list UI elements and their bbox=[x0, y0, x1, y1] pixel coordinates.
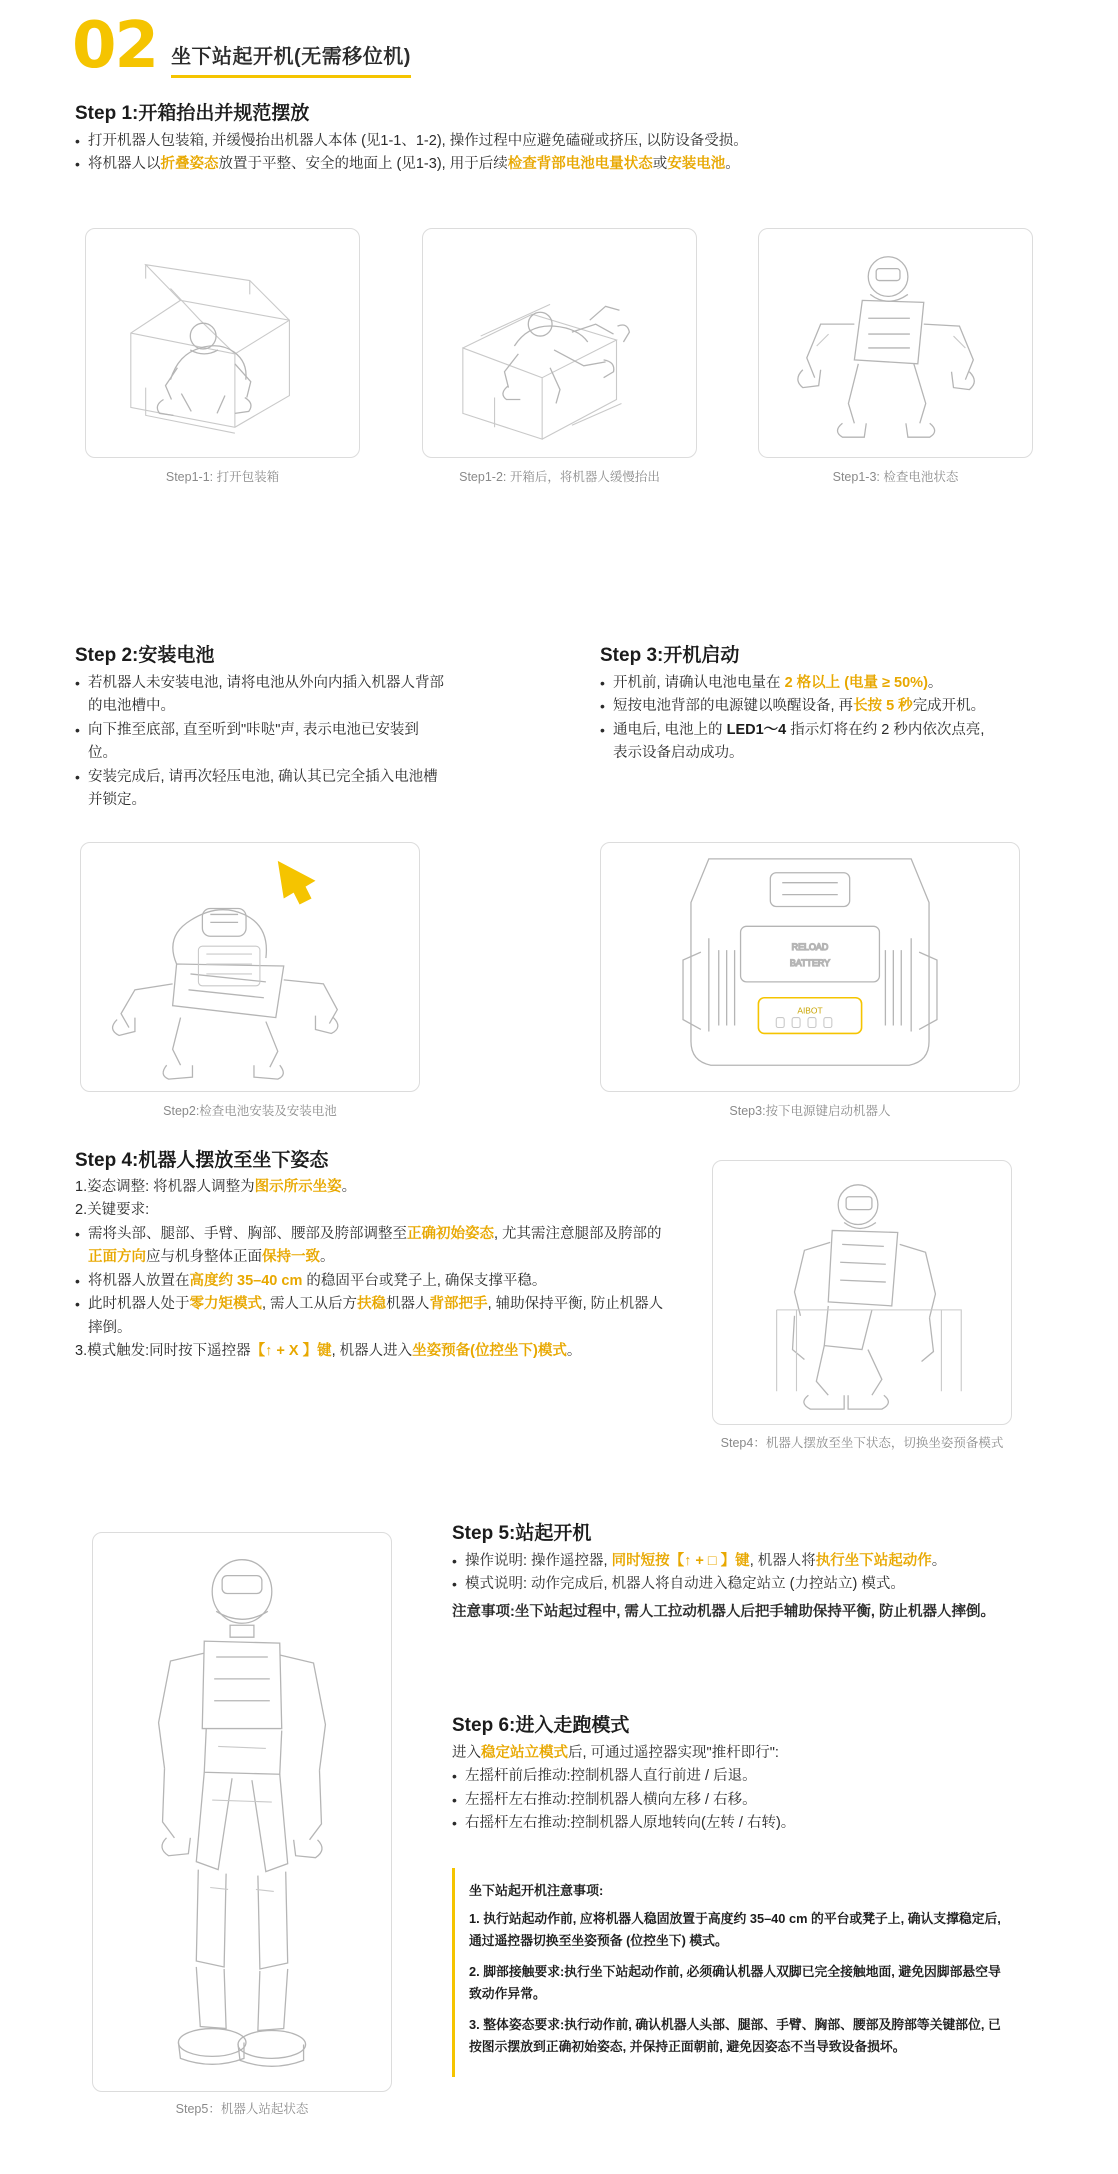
section-title: 坐下站起开机(无需移位机) bbox=[171, 40, 411, 78]
list-item: • 打开机器人包装箱, 并缓慢抬出机器人本体 (见1-1、1-2), 操作过程中应避免磕碰或挤压, 以防设备受损。 bbox=[75, 130, 1035, 153]
section-header bbox=[72, 9, 411, 83]
figure-caption: Step4：机器人摆放至坐下状态，切换坐姿预备模式 bbox=[720, 1436, 1004, 1450]
list-item: • 短按电池背部的电源键以唤醒设备, 再长按 5 秒完成开机。 bbox=[600, 695, 1000, 718]
figure-step5 bbox=[92, 1532, 392, 2092]
power-button-illustration bbox=[601, 843, 1019, 1091]
step2-title: Step 2:安装电池 bbox=[75, 645, 215, 666]
note-item: 1. 执行站起动作前, 应将机器人稳固放置于高度约 35–40 cm 的平台或凳子上, 确认支撑稳定后, 通过遥控器切换至坐姿预备 (位控坐下) 模式。 bbox=[469, 1911, 1001, 1948]
list-item: • 开机前, 请确认电池电量在 2 格以上 (电量 ≥ 50%)。 bbox=[600, 672, 1000, 695]
step6-intro: 进入稳定站立模式后, 可通过遥控器实现"推杆即行": bbox=[452, 1745, 779, 1761]
figure-caption: Step3:按下电源键启动机器人 bbox=[729, 1104, 891, 1118]
step1-bullets bbox=[75, 130, 1035, 177]
robot-in-box-illustration bbox=[86, 229, 359, 457]
step5-title: Step 5:站起开机 bbox=[452, 1523, 592, 1544]
step6-title: Step 6:进入走跑模式 bbox=[452, 1715, 630, 1736]
list-item: • 若机器人未安装电池, 请将电池从外向内插入机器人背部的电池槽中。 bbox=[75, 672, 445, 719]
step4-title: Step 4:机器人摆放至坐下姿态 bbox=[75, 1150, 329, 1171]
robot-sitting-illustration bbox=[713, 1161, 1011, 1424]
list-item: • 左摇杆左右推动:控制机器人横向左移 / 右移。 bbox=[452, 1789, 1012, 1812]
figure-caption: Step2:检查电池安装及安装电池 bbox=[163, 1104, 337, 1118]
figure-step1-1 bbox=[85, 228, 360, 458]
step4-line-2: 2.关键要求: bbox=[75, 1202, 150, 1219]
robot-standing-illustration bbox=[93, 1533, 391, 2091]
list-item: • 此时机器人处于零力矩模式, 需人工从后方扶稳机器人背部把手, 辅助保持平衡, 防止机器人摔倒。 bbox=[75, 1293, 675, 1340]
figure-caption: Step1-2: 开箱后，将机器人缓慢抬出 bbox=[459, 470, 660, 484]
step5-body bbox=[452, 1550, 1012, 1624]
figure-caption: Step5：机器人站起状态 bbox=[175, 2102, 309, 2116]
figure-step1-3 bbox=[758, 228, 1033, 458]
svg-text:BATTERY: BATTERY bbox=[789, 958, 831, 969]
section-number: 02 bbox=[72, 9, 158, 83]
figure-caption: Step1-1: 打开包装箱 bbox=[165, 470, 280, 484]
notes-title: 坐下站起开机注意事项: bbox=[469, 1883, 604, 1898]
figure-step4 bbox=[712, 1160, 1012, 1425]
svg-text:AIBOT: AIBOT bbox=[797, 1005, 823, 1016]
list-item: • 将机器人以折叠姿态放置于平整、安全的地面上 (见1-3), 用于后续检查背部电池电量状态或安装电池。 bbox=[75, 153, 1035, 176]
robot-folded-illustration bbox=[759, 229, 1032, 457]
note-item: 3. 整体姿态要求:执行动作前, 确认机器人头部、腿部、手臂、胸部、腰部及胯部等关键部位, 已按图示摆放到正确初始姿态, 并保持正面朝前, 避免因姿态不当导致设备损坏。 bbox=[469, 2017, 1001, 2054]
figure-step1-2 bbox=[422, 228, 697, 458]
step3-title: Step 3:开机启动 bbox=[600, 645, 740, 666]
note-item: 2. 脚部接触要求:执行坐下站起动作前, 必须确认机器人双脚已完全接触地面, 避免因脚部悬空导致动作异常。 bbox=[469, 1964, 1001, 2001]
step3-bullets bbox=[600, 672, 1000, 766]
step2-bullets bbox=[75, 672, 445, 813]
step6-body bbox=[452, 1742, 1012, 1836]
list-item: • 左摇杆前后推动:控制机器人直行前进 / 后退。 bbox=[452, 1765, 1012, 1788]
list-item: • 向下推至底部, 直至听到"咔哒"声, 表示电池已安装到位。 bbox=[75, 719, 445, 766]
step1-title: Step 1:开箱抬出并规范摆放 bbox=[75, 103, 310, 124]
list-item: • 安装完成后, 请再次轻压电池, 确认其已完全插入电池槽并锁定。 bbox=[75, 766, 445, 813]
step4-trigger: 3.模式触发:同时按下遥控器【↑ + X 】键, 机器人进入坐姿预备(位控坐下)模式。 bbox=[75, 1343, 582, 1360]
list-item: • 通电后, 电池上的 LED1～4 指示灯将在约 2 秒内依次点亮, 表示设备启动成功。 bbox=[600, 719, 1000, 766]
svg-text:RELOAD: RELOAD bbox=[791, 942, 829, 953]
figure-step3 bbox=[600, 842, 1020, 1092]
step4-body bbox=[75, 1176, 675, 1364]
battery-install-illustration bbox=[81, 843, 419, 1091]
step5-warning: 注意事项:坐下站起过程中, 需人工拉动机器人后把手辅助保持平衡, 防止机器人摔倒。 bbox=[452, 1603, 995, 1620]
list-item: • 操作说明: 操作遥控器, 同时短按【↑ + □ 】键, 机器人将执行坐下站起动作。 bbox=[452, 1550, 1012, 1573]
list-item: • 模式说明: 动作完成后, 机器人将自动进入稳定站立 (力控站立) 模式。 bbox=[452, 1573, 1012, 1596]
figure-step2 bbox=[80, 842, 420, 1092]
step4-line-1: 1.姿态调整: 将机器人调整为图示所示坐姿。 bbox=[75, 1179, 357, 1195]
notes-box bbox=[452, 1868, 1018, 2077]
robot-lifted-illustration bbox=[423, 229, 696, 457]
list-item: • 需将头部、腿部、手臂、胸部、腰部及胯部调整至正确初始姿态, 尤其需注意腿部及胯部的正面方向应与机身整体正面保持一致。 bbox=[75, 1223, 675, 1270]
figure-caption: Step1-3: 检查电池状态 bbox=[832, 470, 959, 484]
list-item: • 将机器人放置在高度约 35–40 cm 的稳固平台或凳子上, 确保支撑平稳。 bbox=[75, 1270, 675, 1293]
list-item: • 右摇杆左右推动:控制机器人原地转向(左转 / 右转)。 bbox=[452, 1812, 1012, 1835]
